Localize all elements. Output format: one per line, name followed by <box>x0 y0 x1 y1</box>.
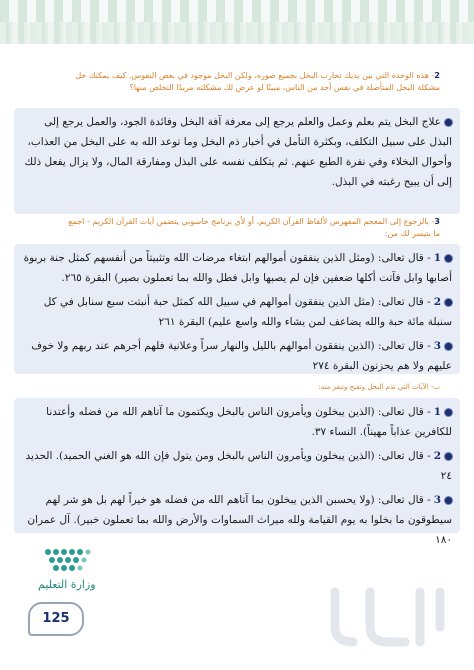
bullet-icon <box>445 409 452 416</box>
verse-item: 3- قال تعالى: (الذين ينفقون أموالهم بالليل والنهار سراً وعلانية فلهم أجرهم عند ربهم ولا خوف عليهم ولا هم يحزنون البقرة ٢٧٤ <box>31 340 452 372</box>
watermark-logo-icon <box>315 572 465 662</box>
bullet-icon <box>445 453 452 460</box>
question-text-line1: هذه الوحدة التي بين يديك تحارب البخل بجميع صوره، ولكن البخل موجود في بعض النفوس. كيف يمكنك حل <box>75 71 429 80</box>
question-text-line2: ما يتيسر لك من: <box>384 229 440 238</box>
bullet-icon <box>445 299 452 306</box>
answer-2-box <box>14 108 460 214</box>
question-2: 2- هذه الوحدة التي بين يديك تحارب البخل بجميع صوره، ولكن البخل موجود في بعض النفوس. كيف يمكنك حل مشكلة البخل المتأصلة في نفس أحد من الناس، مبينًا لو عرض لك مشكلته مريدًا التخلص منها؟ <box>75 71 440 92</box>
verse-item: 3- قال تعالى: (ولا يحسبن الذين يبخلون بما آتاهم الله من فضله هو خيراً لهم بل هو شر لهم سيطوقون ما بخلوا به يوم القيامة ولله ميراث السماوات والأرض والله بما تعملون خبير). آل عمران ١٨٠ <box>27 494 452 546</box>
verse-item: 2- قال تعالى: (مثل الذين ينفقون أموالهم في سبيل الله كمثل حبة أنبتت سبع سنابل في كل سنبلة مائة حبة والله يضاعف لمن يشاء والله واسع عليم) البقرة ٢٦١ <box>43 296 452 328</box>
verses-spending-box <box>14 244 460 374</box>
question-text-line1: بالرجوع إلى المعجم المفهرس لألفاظ القرآن الكريم، أو لأي برنامج حاسوبي يتضمن آيات القرآن الكريم - اجمع <box>68 217 429 226</box>
bullet-icon <box>445 343 452 350</box>
question-number: 2 <box>434 71 440 80</box>
page-number: 125 <box>28 602 84 636</box>
question-number: 3 <box>434 217 440 226</box>
question-text-line2: مشكلة البخل المتأصلة في نفس أحد من الناس، مبينًا لو عرض لك مشكلته مريدًا التخلص منها؟ <box>129 83 440 92</box>
verse-item: 1- قال تعالى: (الذين يبخلون ويأمرون الناس بالبخل ويكتمون ما آتاهم الله من فضله وأعتدنا للكافرين عذاباً مهيناً). النساء ٣٧. <box>46 406 452 438</box>
bullet-icon <box>445 497 452 504</box>
verse-item: 2- قال تعالى: (الذين يبخلون ويأمرون الناس بالبخل ومن يتول فإن الله هو الغني الحميد). الحديد ٢٤ <box>25 450 452 482</box>
verse-item: 1- قال تعالى: (ومثل الذين ينفقون أموالهم ابتغاء مرضات الله وتثبيتاً من أنفسهم كمثل جنة بربوة أصابها وابل فآتت أكلها ضعفين فإن لم يصبها وابل فطل والله بما تعملون بصير) البقرة ٢٦٥. <box>23 252 452 284</box>
bullet-icon <box>445 255 452 262</box>
question-3: 3- بالرجوع إلى المعجم المفهرس لألفاظ القرآن الكريم، أو لأي برنامج حاسوبي يتضمن آيات القرآن الكريم - اجمع ما يتيسر لك من: <box>68 217 440 238</box>
verses-miserliness-box <box>14 398 460 546</box>
decorative-header-band <box>0 0 474 44</box>
sub-question-b: ب- الآيات التي تذم البخل وتقبح وتنفر منه: <box>318 383 440 391</box>
answer-2-text: علاج البخل يتم بعلم وعمل والعلم يرجع إلى معرفة آفة البخل وفائدة الجود، والعمل يرجع إلى البذل على سبيل التكلف، وبكثرة التأمل في أخبار ذم البخل وما توعد الله به على البخل من العذاب، وأحوال البخلاء وفي نفرة الطبع عنهم. ثم يتكلف نفسه على البذل ومفارقة المال، ولا يزال يفعل ذلك إلى أن يبيح رغبته في البذل. <box>24 116 452 188</box>
bullet-icon <box>445 119 452 126</box>
ministry-name: وزارة التعليم <box>38 578 96 591</box>
ministry-logo-icon <box>28 540 138 600</box>
